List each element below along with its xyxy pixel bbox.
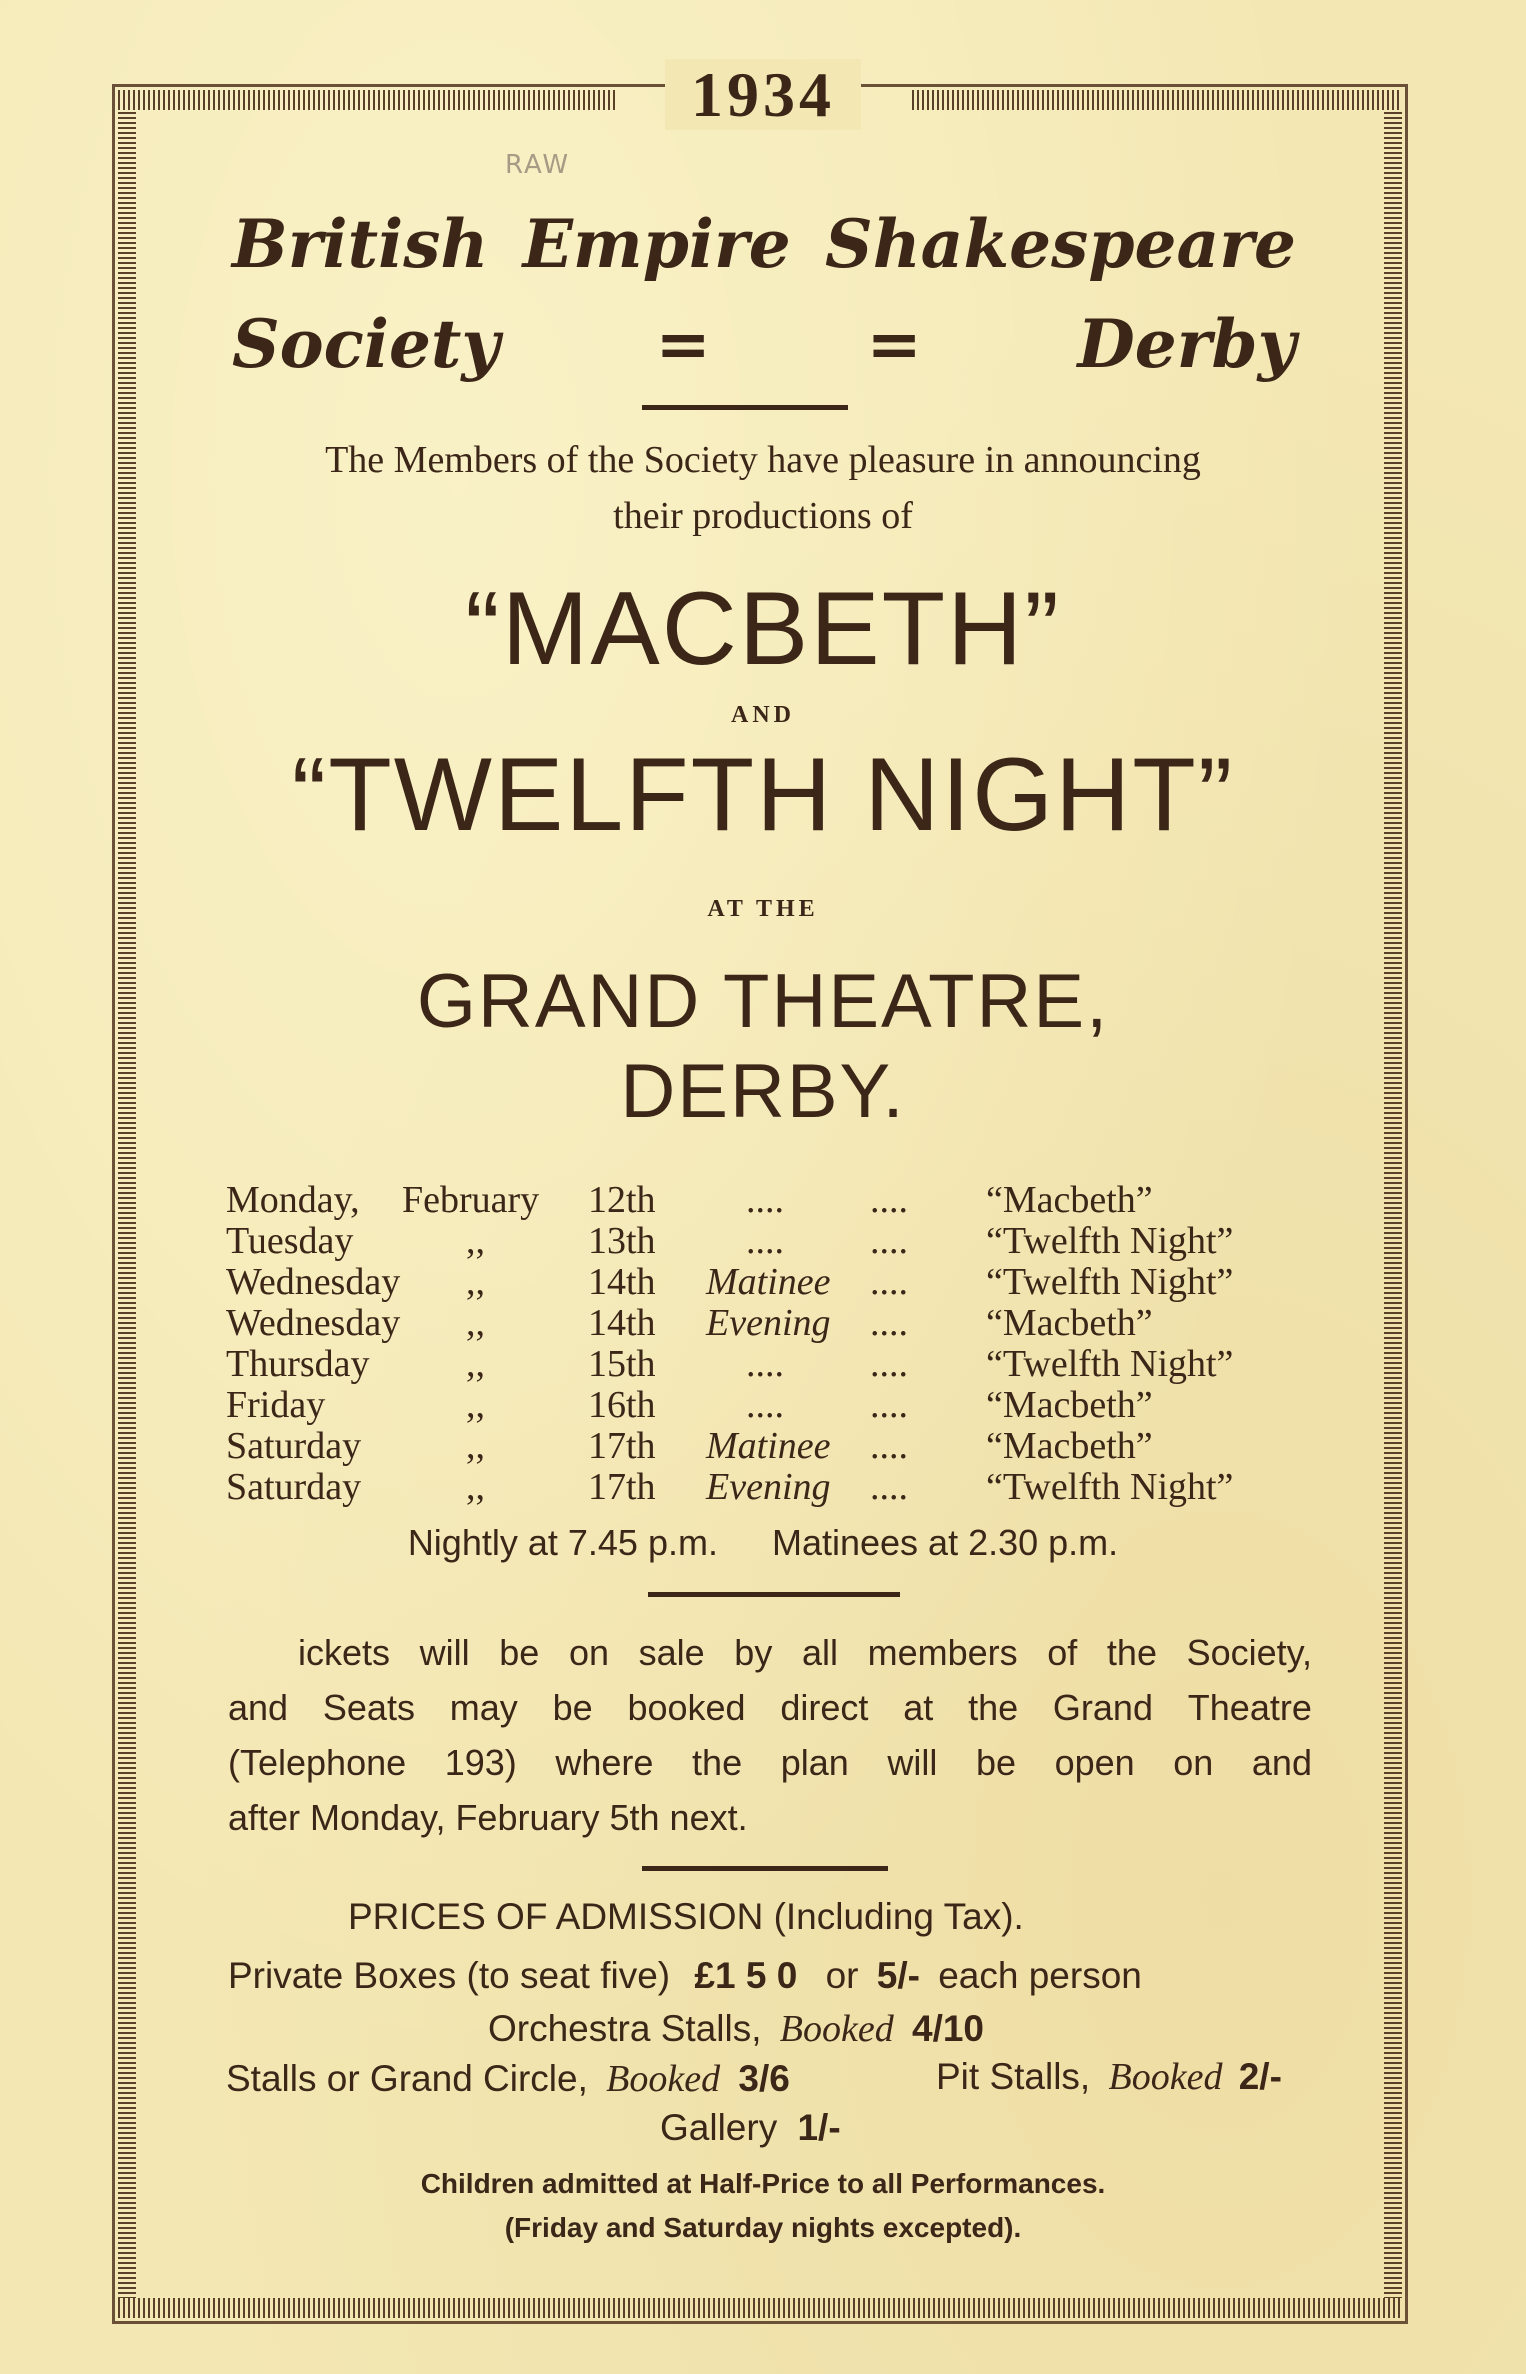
schedule-dots1: .... — [746, 1179, 784, 1221]
schedule-day: Monday, — [226, 1179, 360, 1221]
schedule-date: 14th — [588, 1302, 656, 1344]
society-name-line2 — [232, 305, 1296, 383]
intro-line: their productions of — [613, 495, 913, 537]
gallery-price: 1/- — [797, 2107, 841, 2148]
intro-text — [200, 432, 1326, 544]
and-connector: AND — [731, 702, 795, 728]
ticket-word: at — [903, 1687, 934, 1728]
schedule-date: 16th — [588, 1384, 656, 1426]
ticket-line — [228, 1680, 1312, 1735]
schedule-play: “Twelfth Night” — [986, 1261, 1234, 1303]
venue-name: GRAND THEATRE, — [416, 959, 1110, 1044]
schedule-dots2: .... — [870, 1261, 908, 1303]
schedule-row — [226, 1219, 1356, 1260]
schedule-play: “Macbeth” — [986, 1425, 1153, 1467]
ticket-word: Seats — [322, 1687, 415, 1728]
ticket-line — [228, 1735, 1312, 1790]
schedule-date: 14th — [588, 1261, 656, 1303]
schedule-play: “Macbeth” — [986, 1384, 1153, 1426]
schedule-day: Saturday — [226, 1466, 362, 1508]
children-note — [0, 2162, 1526, 2250]
schedule-dots2: .... — [870, 1302, 908, 1344]
ticket-word: and — [228, 1687, 289, 1728]
divider-rule — [642, 1866, 888, 1871]
schedule-day: Thursday — [226, 1343, 370, 1385]
schedule-day: Saturday — [226, 1425, 362, 1467]
ticket-word: the — [1106, 1632, 1157, 1673]
performance-schedule — [226, 1178, 1356, 1506]
at-the-connector: AT THE — [707, 896, 819, 922]
schedule-dots2: .... — [870, 1425, 908, 1467]
children-note-line: (Friday and Saturday nights excepted). — [504, 2212, 1022, 2243]
archive-stamp: RAW — [505, 150, 571, 180]
schedule-row — [226, 1178, 1356, 1219]
schedule-dots2: .... — [870, 1179, 908, 1221]
ticket-line — [228, 1625, 1312, 1680]
pit-stalls-line — [936, 2055, 1282, 2099]
divider-rule — [648, 1592, 900, 1597]
schedule-dots1: .... — [746, 1384, 784, 1426]
schedule-dots2: .... — [870, 1466, 908, 1508]
schedule-dots1: .... — [746, 1343, 784, 1385]
border-hatch-left — [118, 112, 136, 2298]
schedule-dots2: .... — [870, 1343, 908, 1385]
schedule-play: “Macbeth” — [986, 1302, 1153, 1344]
ticket-word: ickets — [298, 1632, 391, 1673]
schedule-date: 17th — [588, 1466, 656, 1508]
ticket-word: will — [419, 1632, 470, 1673]
ticket-word: on — [1173, 1742, 1214, 1783]
ticket-word: the — [692, 1742, 743, 1783]
year-heading: 1934 — [0, 58, 1526, 132]
society-word: Empire — [522, 205, 791, 283]
booked-label: Booked — [606, 2058, 721, 2100]
society-word: Shakespeare — [825, 205, 1296, 283]
matinee-time: Matinees at 2.30 p.m. — [771, 1522, 1119, 1563]
society-word: Derby — [1077, 305, 1296, 383]
society-word: Society — [232, 305, 500, 383]
gallery-line — [660, 2107, 841, 2149]
ticket-word: (Telephone — [228, 1742, 407, 1783]
schedule-row — [226, 1301, 1356, 1342]
intro-line: The Members of the Society have pleasure in announcing — [325, 439, 1201, 481]
ticket-word: open — [1054, 1742, 1135, 1783]
ticket-word: where — [555, 1742, 654, 1783]
schedule-dots2: .... — [870, 1220, 908, 1262]
border-hatch-right — [1384, 112, 1402, 2298]
society-name-line1 — [232, 205, 1296, 283]
schedule-day: Wednesday — [226, 1302, 401, 1344]
society-separator: = — [866, 305, 922, 383]
private-boxes-price: £1 5 0 — [694, 1955, 798, 1996]
nightly-time: Nightly at 7.45 p.m. — [407, 1522, 718, 1563]
schedule-day: Friday — [226, 1384, 326, 1426]
schedule-perf: Evening — [706, 1466, 831, 1508]
schedule-month: February — [402, 1179, 540, 1221]
orchestra-stalls-label: Orchestra Stalls, — [488, 2008, 762, 2049]
schedule-month: ,, — [466, 1466, 485, 1508]
schedule-day: Wednesday — [226, 1261, 401, 1303]
private-boxes-line — [228, 1955, 1142, 1997]
schedule-date: 15th — [588, 1343, 656, 1385]
children-note-line: Children admitted at Half-Price to all Performances. — [420, 2168, 1106, 2199]
venue-city: DERBY. — [620, 1049, 906, 1134]
schedule-dots2: .... — [870, 1384, 908, 1426]
booked-label: Booked — [779, 2008, 894, 2050]
booked-label: Booked — [1108, 2056, 1223, 2098]
ticket-word: and — [1251, 1742, 1312, 1783]
stalls-grand-circle-line — [226, 2057, 790, 2101]
orchestra-stalls-price: 4/10 — [912, 2008, 985, 2049]
schedule-month: ,, — [466, 1343, 485, 1385]
orchestra-stalls-line — [488, 2007, 984, 2051]
ticket-word: sale — [638, 1632, 705, 1673]
schedule-day: Tuesday — [226, 1220, 354, 1262]
gallery-label: Gallery — [660, 2107, 778, 2148]
play-title-twelfth-night: “TWELFTH NIGHT” — [291, 737, 1235, 853]
schedule-play: “Macbeth” — [986, 1179, 1153, 1221]
schedule-row — [226, 1424, 1356, 1465]
society-separator: = — [655, 305, 711, 383]
schedule-row — [226, 1260, 1356, 1301]
ticket-word: the — [968, 1687, 1019, 1728]
stalls-grand-circle-label: Stalls or Grand Circle, — [226, 2058, 588, 2099]
pit-stalls-label: Pit Stalls, — [936, 2056, 1091, 2097]
ticket-word: booked — [627, 1687, 746, 1728]
private-boxes-each-label: each person — [938, 1955, 1142, 1996]
ticket-word: Society, — [1186, 1632, 1312, 1673]
pit-stalls-price: 2/- — [1238, 2056, 1282, 2097]
schedule-perf: Evening — [706, 1302, 831, 1344]
ticket-word: 193) — [444, 1742, 517, 1783]
private-boxes-each-price: 5/- — [876, 1955, 920, 1996]
ticket-line: after Monday, February 5th next. — [228, 1797, 748, 1838]
schedule-row — [226, 1465, 1356, 1506]
play-title-macbeth: “MACBETH” — [465, 571, 1061, 687]
schedule-date: 17th — [588, 1425, 656, 1467]
ticket-word: direct — [780, 1687, 869, 1728]
schedule-month: ,, — [466, 1220, 485, 1262]
schedule-month: ,, — [466, 1425, 485, 1467]
private-boxes-label: Private Boxes (to seat five) — [228, 1955, 671, 1996]
ticket-word: by — [734, 1632, 773, 1673]
schedule-dots1: .... — [746, 1220, 784, 1262]
performance-times — [0, 1522, 1526, 1564]
ticket-word: Grand — [1052, 1687, 1153, 1728]
schedule-play: “Twelfth Night” — [986, 1343, 1234, 1385]
ticket-word: of — [1047, 1632, 1078, 1673]
ticket-word: be — [499, 1632, 540, 1673]
ticket-word: be — [975, 1742, 1016, 1783]
schedule-row — [226, 1342, 1356, 1383]
ticket-word: will — [887, 1742, 938, 1783]
schedule-month: ,, — [466, 1261, 485, 1303]
schedule-play: “Twelfth Night” — [986, 1466, 1234, 1508]
ticket-word: be — [552, 1687, 593, 1728]
ticket-word: Theatre — [1187, 1687, 1312, 1728]
ticket-word: on — [568, 1632, 609, 1673]
schedule-perf: Matinee — [706, 1425, 831, 1467]
divider-rule — [642, 405, 848, 410]
schedule-month: ,, — [466, 1384, 485, 1426]
ticket-word: plan — [780, 1742, 849, 1783]
ticket-info — [228, 1625, 1312, 1845]
ticket-word: members — [867, 1632, 1018, 1673]
ticket-word: all — [801, 1632, 838, 1673]
schedule-date: 13th — [588, 1220, 656, 1262]
private-boxes-or: or — [825, 1955, 859, 1996]
prices-heading: PRICES OF ADMISSION (Including Tax). — [348, 1896, 1024, 1937]
schedule-date: 12th — [588, 1179, 656, 1221]
border-hatch-bottom — [118, 2298, 1402, 2318]
ticket-word: may — [449, 1687, 518, 1728]
society-word: British — [232, 205, 489, 283]
schedule-perf: Matinee — [706, 1261, 831, 1303]
schedule-month: ,, — [466, 1302, 485, 1344]
stalls-grand-circle-price: 3/6 — [738, 2058, 790, 2099]
schedule-row — [226, 1383, 1356, 1424]
schedule-play: “Twelfth Night” — [986, 1220, 1234, 1262]
